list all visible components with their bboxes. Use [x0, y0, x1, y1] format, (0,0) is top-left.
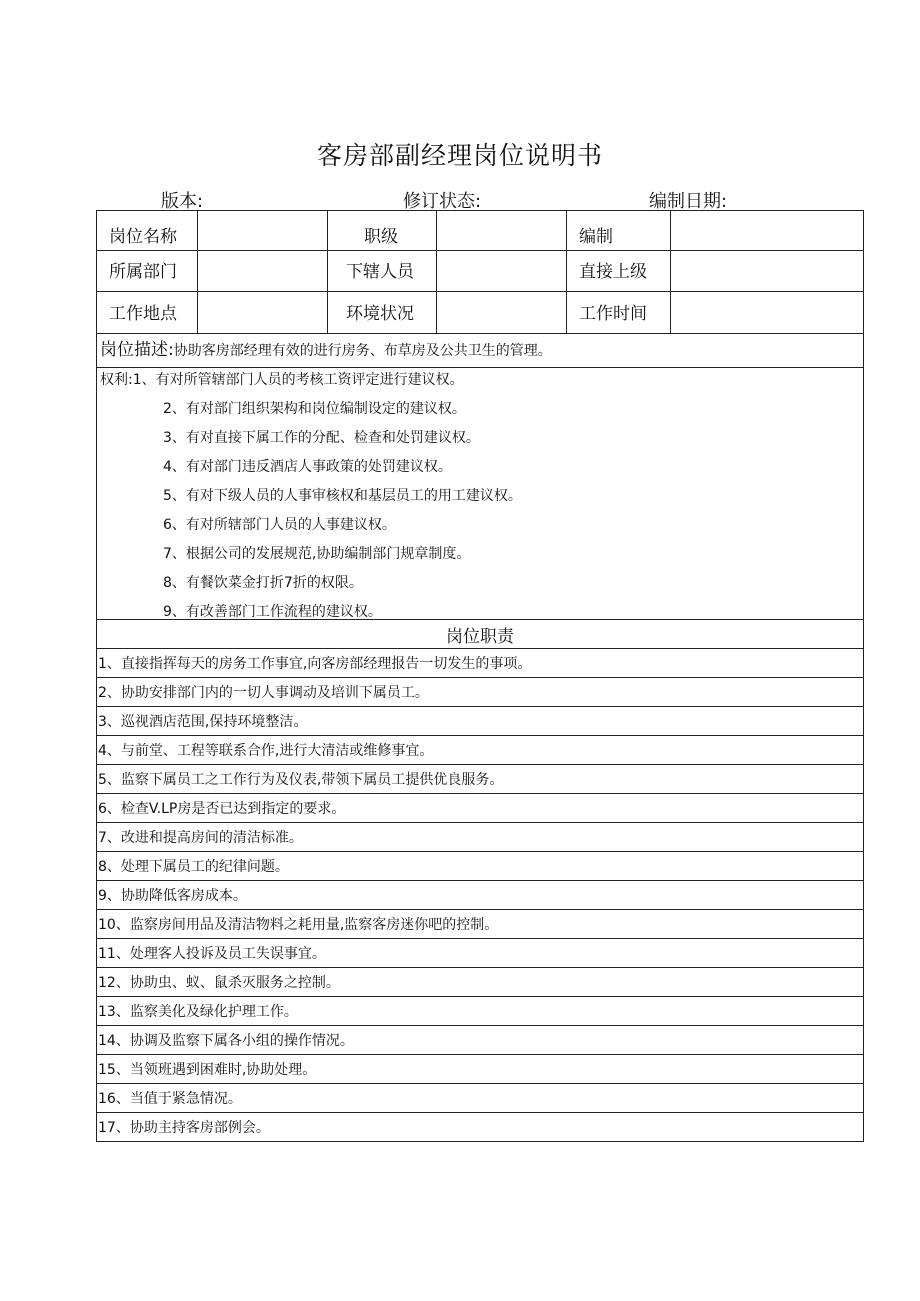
rights-item: 2、有对部门组织架构和岗位编制设定的建议权。 — [163, 401, 466, 417]
rights-list — [100, 368, 863, 619]
rights-item: 4、有对部门违反酒店人事政策的处罚建议权。 — [163, 459, 452, 475]
duty-item: 4、与前堂、工程等联系合作,进行大清洁或维修事宜。 — [97, 736, 864, 765]
subordinates-value — [437, 251, 567, 292]
duty-row — [97, 823, 864, 852]
rights-item: 9、有改善部门工作流程的建议权。 — [163, 604, 382, 619]
department-label: 所属部门 — [97, 251, 198, 292]
job-description-label: 岗位描述: — [100, 340, 174, 360]
duty-row — [97, 794, 864, 823]
duty-item: 3、巡视酒店范围,保持环境整洁。 — [97, 707, 864, 736]
direct-superior-label: 直接上级 — [567, 251, 671, 292]
department-value — [198, 251, 328, 292]
work-location-value — [198, 292, 328, 334]
staffing-label: 编制 — [567, 211, 671, 251]
duty-item: 6、检查V.LP房是否已达到指定的要求。 — [97, 794, 864, 823]
subordinates-label: 下辖人员 — [328, 251, 437, 292]
work-hours-value — [671, 292, 864, 334]
duty-row — [97, 736, 864, 765]
rights-item: 6、有对所辖部门人员的人事建议权。 — [163, 517, 396, 533]
environment-label: 环境状况 — [328, 292, 437, 334]
duty-item: 17、协助主持客房部例会。 — [97, 1113, 864, 1142]
duty-row — [97, 1026, 864, 1055]
duty-row — [97, 678, 864, 707]
duty-row — [97, 1055, 864, 1084]
description-row — [97, 334, 864, 368]
info-row-1 — [97, 211, 864, 251]
position-name-value — [198, 211, 328, 251]
document-title: 客房部副经理岗位说明书 — [316, 141, 603, 170]
rights-item: 7、根据公司的发展规范,协助编制部门规章制度。 — [163, 546, 471, 562]
grade-label: 职级 — [328, 211, 437, 251]
version-label: 版本: — [161, 191, 204, 212]
duty-item: 16、当值于紧急情况。 — [97, 1084, 864, 1113]
info-row-3 — [97, 292, 864, 334]
rights-cell — [97, 368, 864, 620]
job-description-cell — [97, 334, 864, 368]
duty-item: 15、当领班遇到困难时,协助处理。 — [97, 1055, 864, 1084]
duty-item: 2、协助安排部门内的一切人事调动及培训下属员工。 — [97, 678, 864, 707]
work-hours-label: 工作时间 — [567, 292, 671, 334]
duty-row — [97, 649, 864, 678]
rights-row — [97, 368, 864, 620]
duties-heading-row — [97, 620, 864, 649]
grade-value — [437, 211, 567, 251]
rights-item: 5、有对下级人员的人事审核权和基层员工的用工建议权。 — [163, 488, 522, 504]
rights-item: 8、有餐饮菜金打折7折的权限。 — [163, 575, 363, 591]
environment-value — [437, 292, 567, 334]
revision-status-label: 修订状态: — [403, 191, 482, 212]
duty-row — [97, 881, 864, 910]
duty-row — [97, 910, 864, 939]
duty-row — [97, 997, 864, 1026]
duties-heading: 岗位职责 — [97, 620, 864, 649]
compile-date-label: 编制日期: — [649, 191, 728, 212]
info-row-2 — [97, 251, 864, 292]
job-description-table — [96, 210, 864, 1142]
job-description-text: 协助客房部经理有效的进行房务、布草房及公共卫生的管理。 — [173, 343, 552, 359]
duty-item: 14、协调及监察下属各小组的操作情况。 — [97, 1026, 864, 1055]
direct-superior-value — [671, 251, 864, 292]
duty-row — [97, 765, 864, 794]
duty-item: 5、监察下属员工之工作行为及仪表,带领下属员工提供优良服务。 — [97, 765, 864, 794]
duty-row — [97, 1113, 864, 1142]
duty-item: 13、监察美化及绿化护理工作。 — [97, 997, 864, 1026]
duty-row — [97, 939, 864, 968]
duty-item: 9、协助降低客房成本。 — [97, 881, 864, 910]
duty-item: 7、改进和提高房间的清洁标准。 — [97, 823, 864, 852]
rights-item: 3、有对直接下属工作的分配、检查和处罚建议权。 — [163, 430, 480, 446]
duty-item: 10、监察房间用品及清洁物料之耗用量,监察客房迷你吧的控制。 — [97, 910, 864, 939]
duty-row — [97, 1084, 864, 1113]
duty-item: 12、协助虫、蚁、鼠杀灭服务之控制。 — [97, 968, 864, 997]
work-location-label: 工作地点 — [97, 292, 198, 334]
duty-row — [97, 707, 864, 736]
duty-item: 1、直接指挥每天的房务工作事宜,向客房部经理报告一切发生的事项。 — [97, 649, 864, 678]
duty-item: 11、处理客人投诉及员工失误事宜。 — [97, 939, 864, 968]
rights-item: 权利:1、有对所管辖部门人员的考核工资评定进行建议权。 — [100, 372, 464, 388]
staffing-value — [671, 211, 864, 251]
position-name-label: 岗位名称 — [97, 211, 198, 251]
duty-item: 8、处理下属员工的纪律问题。 — [97, 852, 864, 881]
duty-row — [97, 852, 864, 881]
duty-row — [97, 968, 864, 997]
